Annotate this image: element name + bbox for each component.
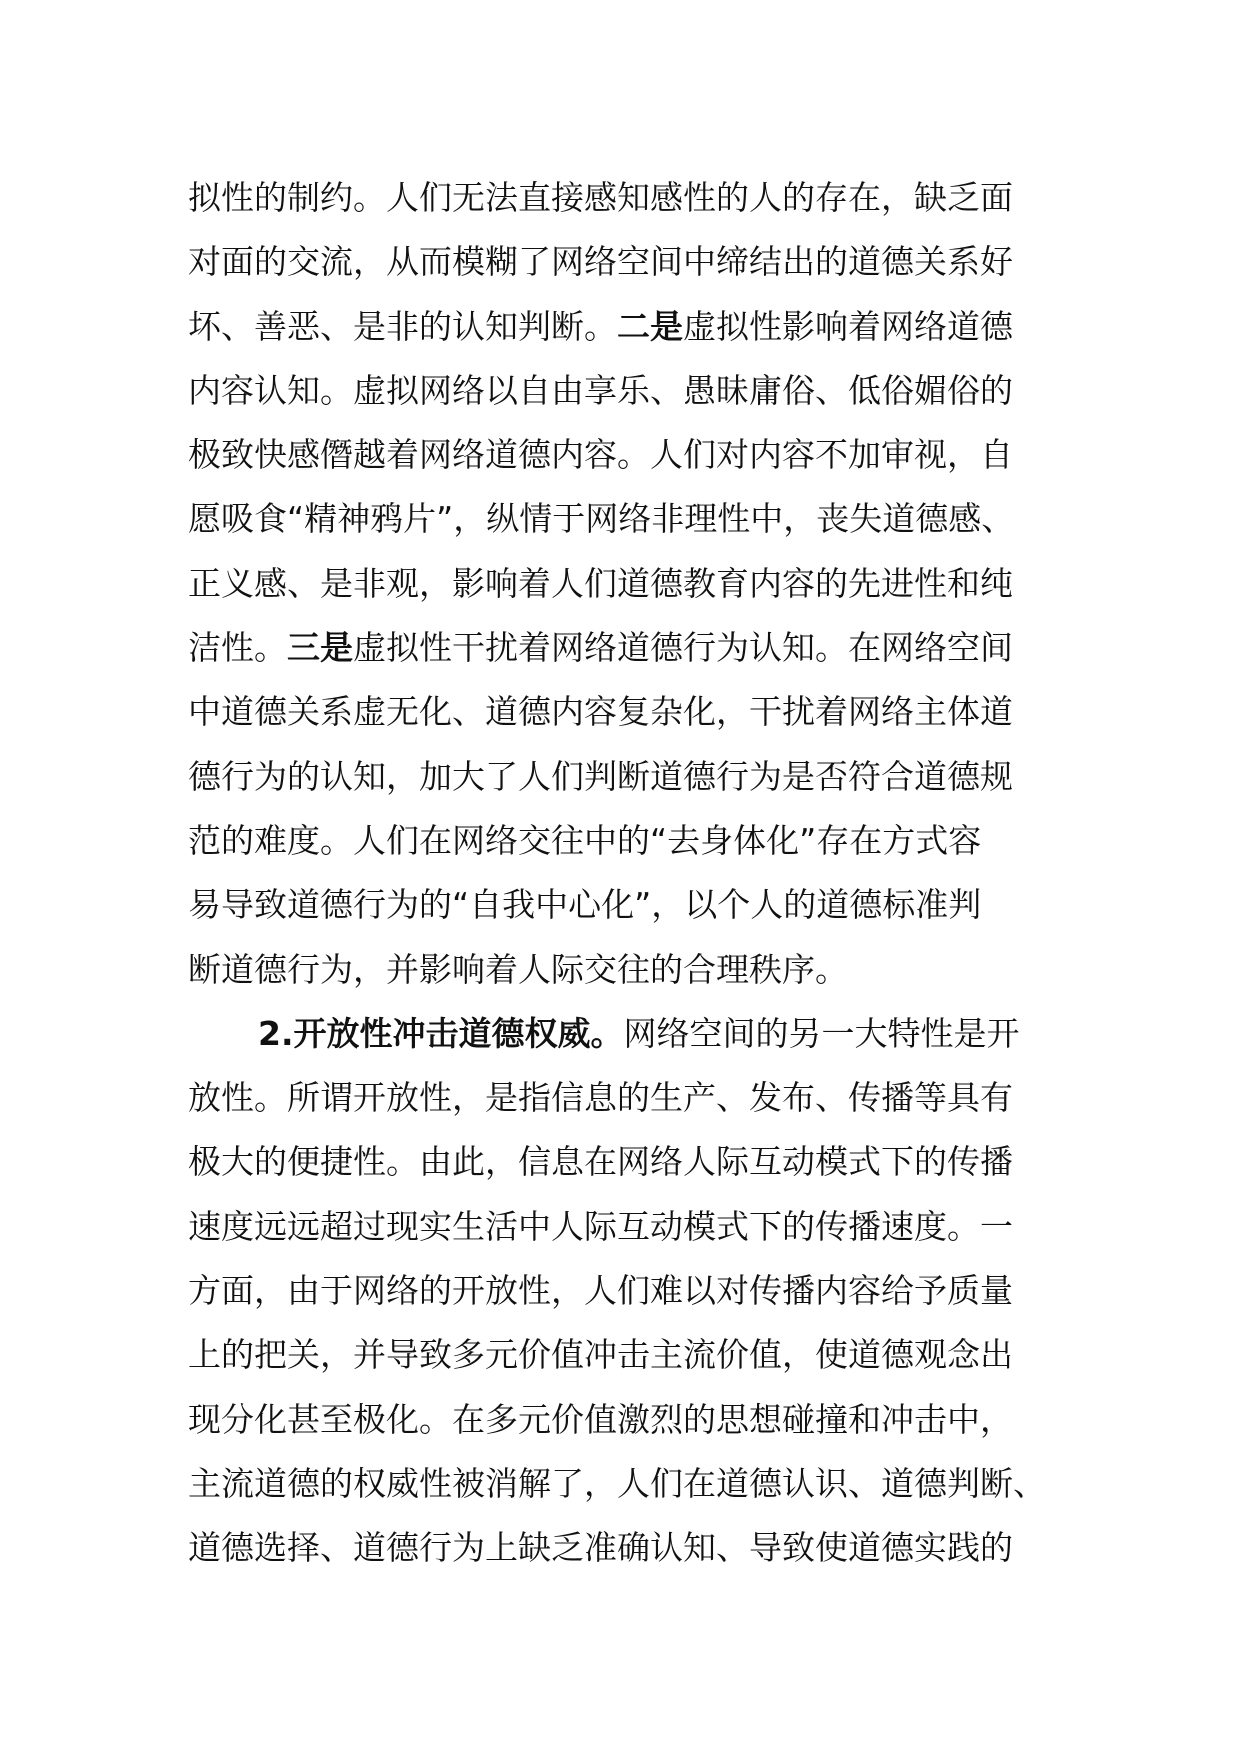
text-line: [188, 1388, 1068, 1452]
bold-text-segment: 二是: [617, 306, 683, 346]
text-segment: 虚拟性影响着网络道德: [683, 306, 1013, 346]
text-line: [188, 1323, 1068, 1387]
text-segment: 方面，由于网络的开放性，人们难以对传播内容给予质量: [188, 1271, 1013, 1311]
text-line: [188, 1130, 1068, 1194]
text-segment: 道德选择、道德行为上缺乏准确认知、导致使道德实践的: [188, 1528, 1013, 1568]
text-line: [188, 1002, 1068, 1066]
text-segment: 洁性。: [188, 628, 287, 668]
text-line: [188, 166, 1068, 230]
text-segment: 范的难度。人们在网络交往中的“去身体化”存在方式容: [188, 820, 982, 860]
text-line: [188, 359, 1068, 423]
text-segment: 坏、善恶、是非的认知判断。: [188, 306, 617, 346]
text-segment: 愿吸食“精神鸦片”，纵情于网络非理性中，丧失道德感、: [188, 499, 1015, 539]
text-line: [188, 1259, 1068, 1323]
text-line: [188, 680, 1068, 744]
text-segment: 主流道德的权威性被消解了，人们在道德认识、道德判断、: [188, 1463, 1046, 1503]
text-line: [188, 745, 1068, 809]
text-segment: 正义感、是非观，影响着人们道德教育内容的先进性和纯: [188, 563, 1013, 603]
body-text: [188, 166, 1068, 1581]
text-line: [188, 1452, 1068, 1516]
text-segment: 内容认知。虚拟网络以自由享乐、愚昧庸俗、低俗媚俗的: [188, 370, 1013, 410]
text-segment: 速度远远超过现实生活中人际互动模式下的传播速度。一: [188, 1206, 1013, 1246]
text-line: [188, 423, 1068, 487]
text-line: [188, 295, 1068, 359]
text-line: [188, 938, 1068, 1002]
text-line: [188, 552, 1068, 616]
text-line: [188, 1516, 1068, 1580]
text-line: [188, 487, 1068, 551]
text-line: [188, 1066, 1068, 1130]
bold-text-segment: 三是: [287, 628, 353, 668]
text-segment: 网络空间的另一大特性是开: [623, 1013, 1020, 1053]
text-segment: 极大的便捷性。由此，信息在网络人际互动模式下的传播: [188, 1142, 1013, 1182]
text-segment: 断道德行为，并影响着人际交往的合理秩序。: [188, 949, 848, 989]
text-segment: 德行为的认知，加大了人们判断道德行为是否符合道德规: [188, 756, 1013, 796]
text-segment: 放性。所谓开放性，是指信息的生产、发布、传播等具有: [188, 1078, 1013, 1118]
text-segment: 中道德关系虚无化、道德内容复杂化，干扰着网络主体道: [188, 692, 1013, 732]
text-line: [188, 230, 1068, 294]
text-segment: 极致快感僭越着网络道德内容。人们对内容不加审视，自: [188, 435, 1013, 475]
text-line: [188, 1195, 1068, 1259]
text-line: [188, 873, 1068, 937]
text-segment: 上的把关，并导致多元价值冲击主流价值，使道德观念出: [188, 1335, 1013, 1375]
text-segment: 易导致道德行为的“自我中心化”，以个人的道德标准判: [188, 885, 982, 925]
text-segment: 对面的交流，从而模糊了网络空间中缔结出的道德关系好: [188, 242, 1013, 282]
text-line: [188, 809, 1068, 873]
text-segment: 现分化甚至极化。在多元价值激烈的思想碰撞和冲击中，: [188, 1399, 1013, 1439]
text-line: [188, 616, 1068, 680]
text-segment: 拟性的制约。人们无法直接感知感性的人的存在，缺乏面: [188, 178, 1013, 217]
text-segment: 虚拟性干扰着网络道德行为认知。在网络空间: [353, 628, 1013, 668]
bold-text-segment: 2.开放性冲击道德权威。: [258, 1013, 624, 1053]
